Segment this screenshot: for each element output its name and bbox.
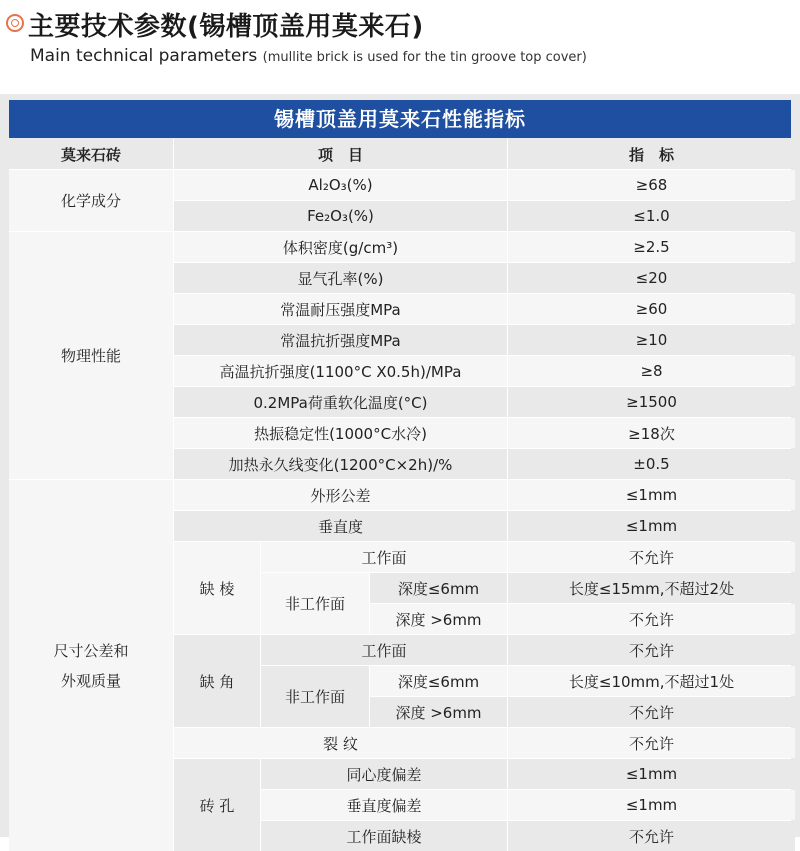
header-item: 项 目 — [174, 139, 507, 169]
row-value: ≥10 — [508, 325, 795, 355]
row-item: 同心度偏差 — [261, 759, 507, 789]
table-title: 锡槽顶盖用莫来石性能指标 — [9, 100, 791, 138]
parameters-table — [9, 139, 791, 851]
group-physical: 物理性能 — [9, 232, 173, 479]
edge-missing-label: 缺 棱 — [174, 542, 260, 634]
row-value: ≤1mm — [508, 759, 795, 789]
row-value: ±0.5 — [508, 449, 795, 479]
row-value: 长度≤15mm,不超过2处 — [508, 573, 795, 603]
row-item: 工作面 — [261, 542, 507, 572]
row-value: ≤1mm — [508, 480, 795, 510]
row-value: ≥60 — [508, 294, 795, 324]
row-item: 工作面缺棱 — [261, 821, 507, 851]
row-item: 常温抗折强度MPa — [174, 325, 507, 355]
row-value: ≤1.0 — [508, 201, 795, 231]
row-value: ≤20 — [508, 263, 795, 293]
circle-bullet-icon — [6, 14, 24, 32]
row-value: 不允许 — [508, 728, 795, 758]
header-value: 指 标 — [508, 139, 795, 169]
row-item: Al₂O₃(%) — [174, 170, 507, 200]
page-header — [0, 0, 800, 90]
row-value: ≥2.5 — [508, 232, 795, 262]
row-item: 深度 >6mm — [370, 604, 507, 634]
row-item: 外形公差 — [174, 480, 507, 510]
brick-hole-label: 砖 孔 — [174, 759, 260, 851]
non-working-face-label: 非工作面 — [261, 573, 369, 634]
subtitle-note: (mullite brick is used for the tin groove top cover) — [262, 50, 587, 65]
row-item: 深度≤6mm — [370, 666, 507, 696]
page-subtitle — [30, 46, 587, 66]
row-value: ≥8 — [508, 356, 795, 386]
row-item: 常温耐压强度MPa — [174, 294, 507, 324]
row-value: 不允许 — [508, 635, 795, 665]
row-item: 工作面 — [261, 635, 507, 665]
corner-missing-label: 缺 角 — [174, 635, 260, 727]
row-value: 长度≤10mm,不超过1处 — [508, 666, 795, 696]
row-item: 热振稳定性(1000°C水冷) — [174, 418, 507, 448]
row-value: 不允许 — [508, 821, 795, 851]
header-category: 莫来石砖 — [9, 139, 173, 169]
group-dimension — [9, 480, 173, 851]
row-item: 深度≤6mm — [370, 573, 507, 603]
row-value: 不允许 — [508, 542, 795, 572]
row-item: 深度 >6mm — [370, 697, 507, 727]
row-item: 显气孔率(%) — [174, 263, 507, 293]
row-value: ≤1mm — [508, 511, 795, 541]
row-value: ≤1mm — [508, 790, 795, 820]
row-value: 不允许 — [508, 604, 795, 634]
row-value: 不允许 — [508, 697, 795, 727]
group-dimension-line1: 尺寸公差和 — [53, 641, 129, 660]
subtitle-main: Main technical parameters — [30, 46, 258, 66]
row-value: ≥68 — [508, 170, 795, 200]
page-title: 主要技术参数(锡槽顶盖用莫来石) — [28, 12, 424, 42]
row-item: 垂直度 — [174, 511, 507, 541]
row-item: 体积密度(g/cm³) — [174, 232, 507, 262]
group-dimension-line2: 外观质量 — [60, 671, 121, 690]
row-item: 垂直度偏差 — [261, 790, 507, 820]
row-value: ≥1500 — [508, 387, 795, 417]
row-item: Fe₂O₃(%) — [174, 201, 507, 231]
row-item: 裂 纹 — [174, 728, 507, 758]
row-value: ≥18次 — [508, 418, 795, 448]
row-item: 0.2MPa荷重软化温度(°C) — [174, 387, 507, 417]
non-working-face-label: 非工作面 — [261, 666, 369, 727]
row-item: 加热永久线变化(1200°C×2h)/% — [174, 449, 507, 479]
group-chemical: 化学成分 — [9, 170, 173, 231]
row-item: 高温抗折强度(1100°C X0.5h)/MPa — [174, 356, 507, 386]
